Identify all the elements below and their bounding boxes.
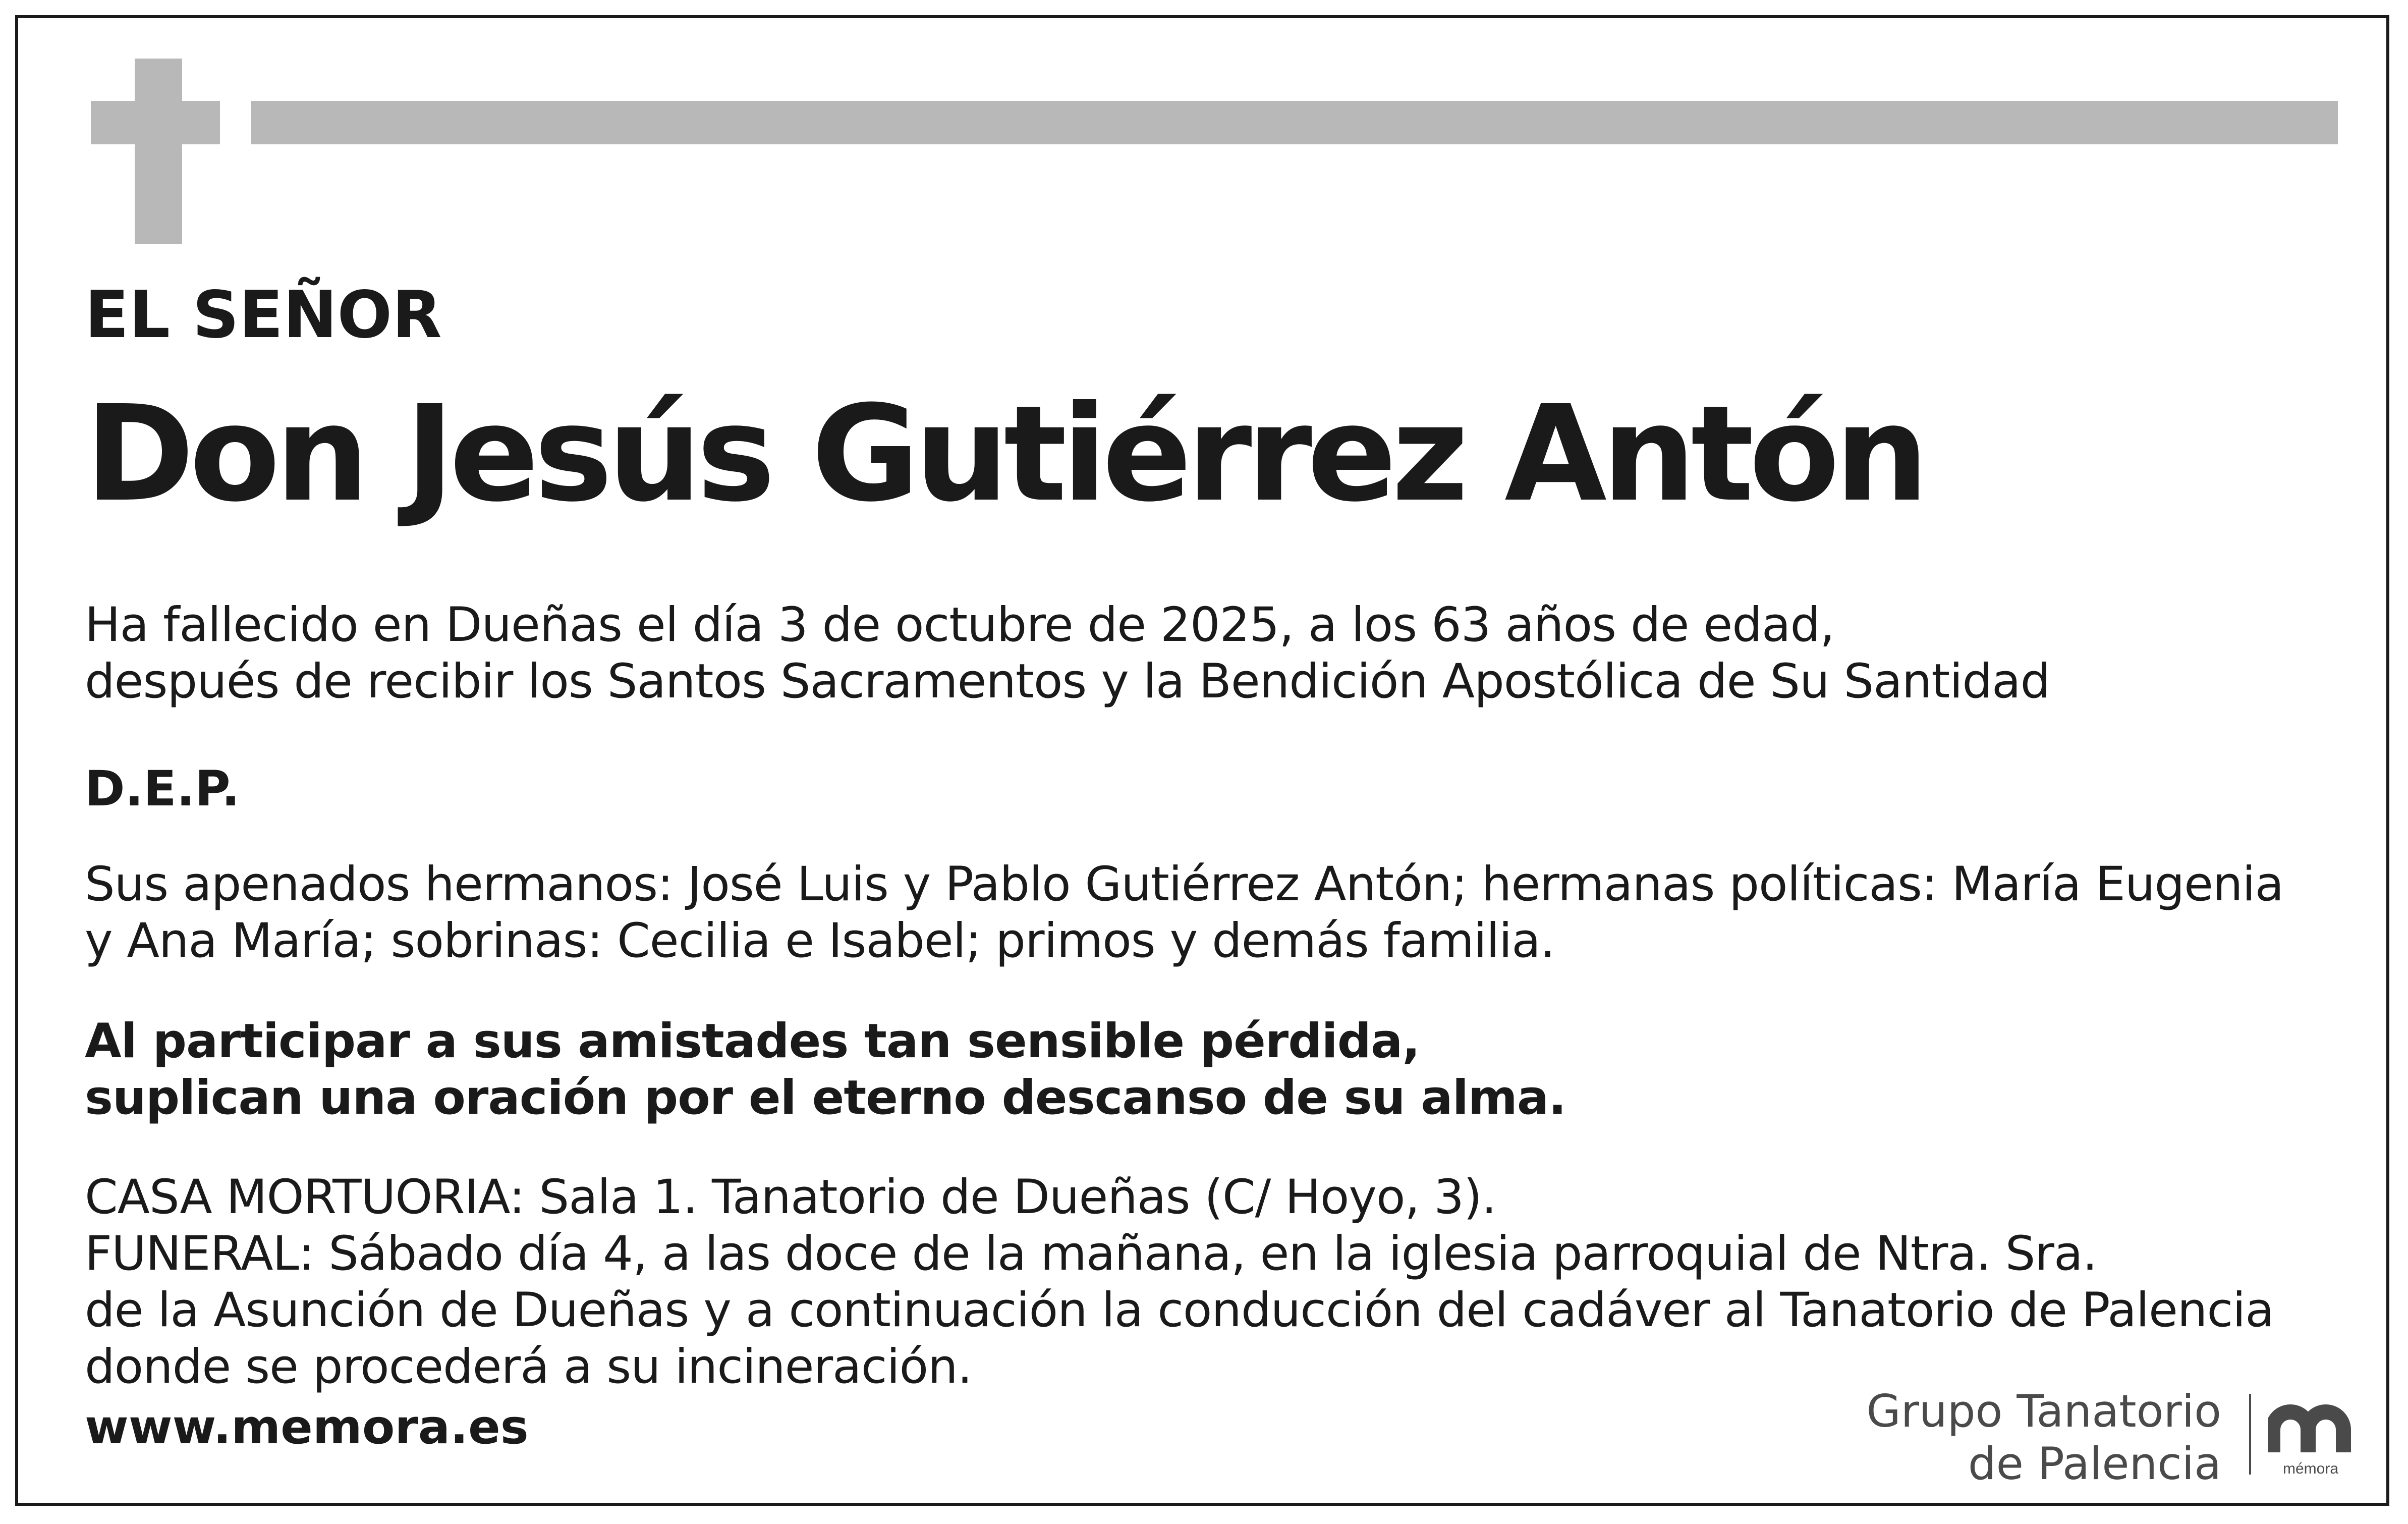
prayer-request bbox=[85, 1013, 1566, 1126]
group-name-line-2: de Palencia bbox=[1968, 1438, 2221, 1490]
funeral-details bbox=[85, 1169, 2274, 1395]
logo-divider bbox=[2249, 1394, 2251, 1475]
website-link[interactable]: www.memora.es bbox=[85, 1400, 529, 1455]
details-line-1: CASA MORTUORIA: Sala 1. Tanatorio de Dueñas (C/ Hoyo, 3). bbox=[85, 1170, 1496, 1225]
cross-icon-vertical bbox=[135, 59, 182, 244]
title-label: EL SEÑOR bbox=[85, 278, 442, 353]
family-line-1: Sus apenados hermanos: José Luis y Pablo Gutiérrez Antón; hermanas políticas: María Eugenia bbox=[85, 857, 2284, 912]
details-line-2: FUNERAL: Sábado día 4, a las doce de la mañana, en la iglesia parroquial de Ntra. Sra. bbox=[85, 1226, 2097, 1281]
family-list bbox=[85, 856, 2283, 969]
prayer-line-1: Al participar a sus amistades tan sensible pérdida, bbox=[85, 1014, 1420, 1069]
prayer-line-2: suplican una oración por el eterno descanso de su alma. bbox=[85, 1070, 1566, 1125]
deceased-name: Don Jesús Gutiérrez Antón bbox=[85, 377, 1924, 531]
cross-icon-horizontal bbox=[91, 101, 220, 144]
funeral-group-name bbox=[1867, 1385, 2221, 1490]
details-line-4: donde se procederá a su incineración. bbox=[85, 1339, 972, 1394]
logo-wordmark: mémora bbox=[2282, 1460, 2339, 1477]
family-line-2: y Ana María; sobrinas: Cecilia e Isabel; primos y demás familia. bbox=[85, 913, 1555, 968]
death-notice-line-2: después de recibir los Santos Sacramentos y la Bendición Apostólica de Su Santidad bbox=[85, 654, 2050, 709]
memora-logo-icon bbox=[2268, 1402, 2354, 1478]
group-name-line-1: Grupo Tanatorio bbox=[1866, 1385, 2221, 1437]
dep-label: D.E.P. bbox=[85, 760, 240, 817]
header-bar bbox=[251, 101, 2338, 144]
death-notice-line-1: Ha fallecido en Dueñas el día 3 de octubre de 2025, a los 63 años de edad, bbox=[85, 597, 1835, 652]
details-line-3: de la Asunción de Dueñas y a continuación la conducción del cadáver al Tanatorio de Palencia bbox=[85, 1283, 2274, 1338]
death-notice bbox=[85, 597, 2050, 710]
